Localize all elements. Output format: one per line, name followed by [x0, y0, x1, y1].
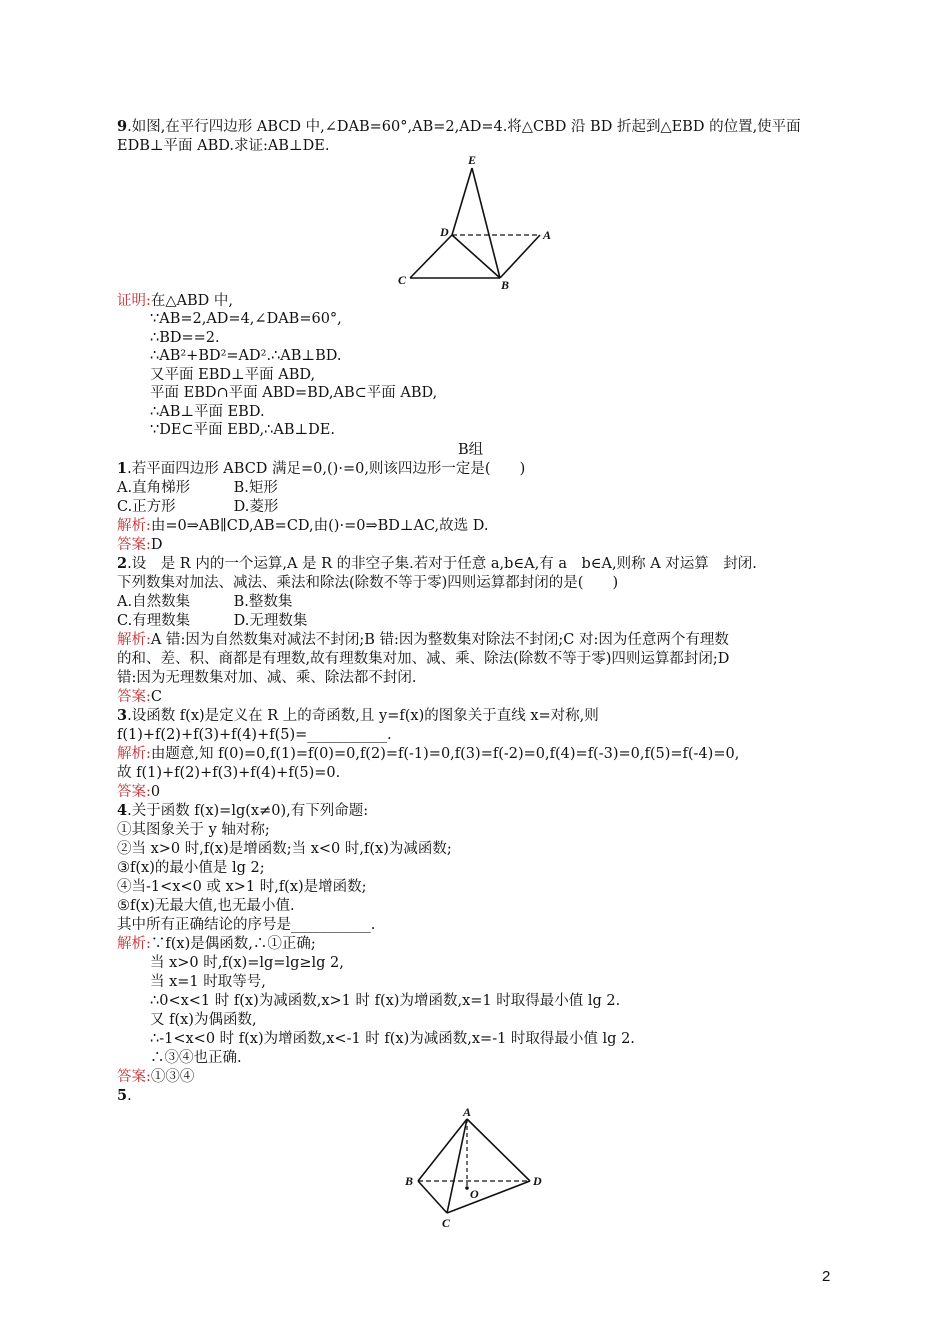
label-a: A: [543, 228, 552, 242]
b4-item5: [117, 897, 295, 915]
b3-line1: [117, 707, 599, 725]
b3-line2-seg-0: f(1)+f(2)+f(3)+f(4)+f(5)=___________.: [117, 727, 392, 743]
b4-analysis3-seg-0: 当 x=1 时取等号,: [150, 974, 266, 990]
b4-analysis4: [150, 992, 620, 1010]
b3-line2: [117, 726, 392, 744]
label-c: C: [398, 273, 407, 287]
b2-analysis2-seg-0: 的和、差、积、商都是有理数,故有理数集对加、减、乘、除法(除数不等于零)四则运算都封闭;D: [117, 651, 730, 667]
b2-answer: [117, 688, 162, 706]
b4-item2-seg-0: ②当 x>0 时,f(x)是增函数;当 x<0 时,f(x)为减函数;: [117, 841, 452, 857]
proof-line3-seg-0: ∴BD==2.: [150, 330, 220, 346]
proof-line8-seg-0: ∵DE⊂平面 EBD,∴AB⊥DE.: [150, 422, 335, 438]
edge-eb: [472, 168, 500, 278]
b2-answer-seg-0: 答案:: [117, 689, 151, 705]
b2-options-cd: [117, 612, 307, 630]
b4-item3-seg-0: ③f(x)的最小值是 lg 2;: [117, 860, 265, 876]
proof-line5-seg-0: 又平面 EBD⊥平面 ABD,: [150, 367, 316, 383]
b2-line1-seg-1: .设 是 R 内的一个运算,A 是 R 的非空子集.若对于任意 a,b∈A,有 a b∈A,则称 A 对运算 封闭.: [127, 556, 757, 572]
b4-analysis7: [150, 1049, 242, 1067]
b3-analysis1: [117, 745, 739, 763]
edge-cd: [410, 235, 452, 278]
b5-number-seg-1: .: [127, 1088, 132, 1104]
b4-answer-seg-0: 答案:: [117, 1069, 151, 1085]
q9-line1-seg-0: 9: [117, 118, 128, 135]
b2-analysis1-seg-1: A 错:因为自然数集对减法不封闭;B 错:因为整数集对除法不封闭;C 对:因为任意两个有理数: [150, 632, 729, 648]
proof-line8: [150, 421, 335, 439]
b4-analysis5-seg-0: 又 f(x)为偶函数,: [150, 1012, 257, 1028]
b3-answer: [117, 783, 160, 801]
b2-options-cd-seg-0: C.有理数集 D.无理数集: [117, 613, 308, 629]
b4-line1-seg-1: .关于函数 f(x)=lg(x≠0),有下列命题:: [127, 803, 369, 819]
proof-line2-seg-0: ∵AB=2,AD=4,∠DAB=60°,: [150, 311, 342, 327]
b2-analysis1-seg-0: 解析:: [117, 632, 151, 648]
q9-line2-seg-0: EDB⊥平面 ABD.求证:AB⊥DE.: [117, 138, 330, 154]
figure-tetrahedron: [400, 1105, 550, 1230]
b5-number-seg-0: 5: [117, 1087, 128, 1104]
b4-analysis1: [117, 935, 316, 953]
b4-analysis6: [150, 1030, 635, 1048]
b1-question: [117, 460, 525, 478]
b3-line1-seg-0: 3: [117, 707, 128, 724]
b1-question-seg-0: 1: [117, 460, 128, 477]
b1-options-ab-seg-0: A.直角梯形 B.矩形: [117, 480, 278, 496]
b2-line2-seg-0: 下列数集对加法、减法、乘法和除法(除数不等于零)四则运算都封闭的是( ): [117, 575, 619, 591]
figure-folded-parallelogram: [390, 150, 560, 290]
proof-line7: [150, 403, 265, 421]
proof-line7-seg-0: ∴AB⊥平面 EBD.: [150, 404, 265, 420]
point-o: [465, 1186, 469, 1190]
proof-line3: [150, 329, 220, 347]
b2-options-ab: [117, 593, 292, 611]
label-e: E: [468, 153, 477, 167]
q9-line2: [117, 137, 329, 155]
b5-number: [117, 1087, 132, 1105]
proof-line1-seg-1: 在△ABD 中,: [150, 293, 234, 309]
proof-line4: [150, 347, 341, 365]
label-c: C: [442, 1216, 451, 1230]
b4-answer: [117, 1068, 194, 1086]
proof-line5: [150, 366, 315, 384]
b1-options-ab: [117, 479, 278, 497]
b4-analysis1-seg-0: 解析:: [117, 936, 151, 952]
b4-prompt-seg-0: 其中所有正确结论的序号是___________.: [117, 917, 376, 933]
b4-analysis7-seg-0: ∴③④也正确.: [150, 1050, 242, 1066]
b2-answer-seg-1: C: [150, 689, 162, 705]
group-b-title: [458, 441, 483, 459]
b4-analysis1-seg-1: ∵f(x)是偶函数,∴①正确;: [150, 936, 316, 952]
edge-de: [452, 168, 472, 235]
b1-answer-seg-1: D: [150, 537, 163, 553]
b4-line1-seg-0: 4: [117, 802, 128, 819]
b1-answer-seg-0: 答案:: [117, 537, 151, 553]
b3-analysis1-seg-0: 解析:: [117, 746, 151, 762]
b2-line1-seg-0: 2: [117, 555, 128, 572]
proof-line2: [150, 310, 342, 328]
proof-line1-seg-0: 证明:: [117, 293, 151, 309]
b3-analysis2-seg-0: 故 f(1)+f(2)+f(3)+f(4)+f(5)=0.: [117, 765, 341, 781]
group-b-title-seg-0: B组: [458, 442, 484, 458]
b1-options-cd-seg-0: C.正方形 D.菱形: [117, 499, 279, 515]
b4-analysis2: [150, 954, 344, 972]
label-b: B: [501, 278, 510, 290]
b4-item2: [117, 840, 452, 858]
b1-analysis-seg-1: 由=0⇒AB∥CD,AB=CD,由()·=0⇒BD⊥AC,故选 D.: [150, 518, 489, 534]
proof-line4-seg-0: ∴AB²+BD²=AD².∴AB⊥BD.: [150, 348, 342, 364]
proof-line6: [150, 384, 437, 402]
q9-line1-seg-1: .如图,在平行四边形 ABCD 中,∠DAB=60°,AB=2,AD=4.将△CBD 沿 BD 折起到△EBD 的位置,使平面: [127, 119, 801, 135]
b4-analysis5: [150, 1011, 257, 1029]
b1-answer: [117, 536, 163, 554]
b2-analysis2: [117, 650, 729, 668]
label-a: A: [463, 1105, 472, 1119]
b4-analysis6-seg-0: ∴-1<x<0 时 f(x)为增函数,x<-1 时 f(x)为减函数,x=-1 时取得最小值 lg 2.: [150, 1031, 635, 1047]
edge-cd: [447, 1181, 530, 1213]
b4-answer-seg-1: ①③④: [150, 1069, 195, 1085]
b3-line1-seg-1: .设函数 f(x)是定义在 R 上的奇函数,且 y=f(x)的图象关于直线 x=对称,则: [127, 708, 599, 724]
b2-analysis1: [117, 631, 729, 649]
b4-item1: [117, 821, 270, 839]
b4-analysis3: [150, 973, 266, 991]
proof-line1: [117, 292, 233, 310]
b2-options-ab-seg-0: A.自然数集 B.整数集: [117, 594, 293, 610]
b3-answer-seg-0: 答案:: [117, 784, 151, 800]
b2-analysis3: [117, 669, 417, 687]
label-d: D: [440, 225, 449, 239]
b4-item5-seg-0: ⑤f(x)无最大值,也无最小值.: [117, 898, 295, 914]
b2-analysis3-seg-0: 错:因为无理数集对加、减、乘、除法都不封闭.: [117, 670, 417, 686]
b4-line1: [117, 802, 368, 820]
b1-question-seg-1: .若平面四边形 ABCD 满足=0,()·=0,则该四边形一定是( ): [127, 461, 526, 477]
label-d: D: [533, 1174, 542, 1188]
b4-item1-seg-0: ①其图象关于 y 轴对称;: [117, 822, 270, 838]
label-o: O: [470, 1187, 479, 1201]
b1-analysis-seg-0: 解析:: [117, 518, 151, 534]
edge-ac: [447, 1119, 467, 1213]
edge-bc: [418, 1181, 447, 1213]
b3-analysis2: [117, 764, 340, 782]
b2-line2: [117, 574, 618, 592]
b4-item4: [117, 878, 367, 896]
edge-db: [452, 235, 500, 278]
b4-analysis4-seg-0: ∴0<x<1 时 f(x)为减函数,x>1 时 f(x)为增函数,x=1 时取得最小值 lg 2.: [150, 993, 621, 1009]
b4-item3: [117, 859, 265, 877]
b3-answer-seg-1: 0: [150, 784, 161, 800]
b4-item4-seg-0: ④当-1<x<0 或 x>1 时,f(x)是增函数;: [117, 879, 367, 895]
edge-ba: [500, 235, 540, 278]
proof-line6-seg-0: 平面 EBD∩平面 ABD=BD,AB⊂平面 ABD,: [150, 385, 438, 401]
label-b: B: [405, 1174, 414, 1188]
b1-analysis: [117, 517, 489, 535]
b2-line1: [117, 555, 757, 573]
b4-prompt: [117, 916, 375, 934]
b3-analysis1-seg-1: 由题意,知 f(0)=0,f(1)=f(0)=0,f(2)=f(-1)=0,f(3)=f(-2)=0,f(4)=f(-3)=0,f(5)=f(-4)=0,: [150, 746, 740, 762]
q9-line1: [117, 118, 801, 136]
b4-analysis2-seg-0: 当 x>0 时,f(x)=lg=lg≥lg 2,: [150, 955, 344, 971]
edge-ad: [467, 1119, 530, 1181]
b1-options-cd: [117, 498, 278, 516]
page-number: 2: [822, 1268, 831, 1285]
